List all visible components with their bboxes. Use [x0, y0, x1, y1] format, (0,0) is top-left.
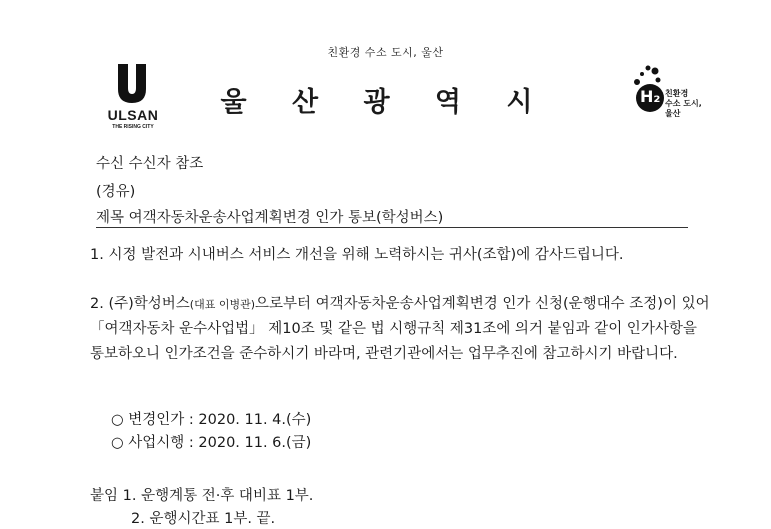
hydrogen-city-logo	[628, 64, 708, 144]
logo-text-line2: 수소 도시,	[665, 99, 702, 108]
ulsan-logo-tagline: THE RISING CITY	[112, 124, 154, 130]
logo-text-line1: 친환경	[665, 89, 689, 98]
paragraph-1: 1. 시정 발전과 시내버스 서비스 개선을 위해 노력하시는 귀사(조합)에 감사드립니다.	[90, 247, 624, 263]
attachment-2: 2. 운행시간표 1부. 끝.	[131, 511, 276, 527]
via-line: (경유)	[96, 184, 136, 200]
header-divider	[96, 227, 688, 228]
document-title: 울 산 광 역 시	[220, 87, 551, 118]
ulsan-logo-name: ULSAN	[107, 107, 159, 123]
header-slogan: 친환경 수소 도시, 울산	[327, 46, 444, 59]
subject-line: 제목 여객자동차운송사업계획변경 인가 통보(학성버스)	[96, 210, 444, 226]
attachment-1: 붙임 1. 운행계통 전·후 대비표 1부.	[90, 488, 314, 504]
logo-text-line3: 울산	[665, 109, 681, 118]
hydrogen-mark: H₂	[640, 87, 661, 106]
paragraph-2-prefix: 2. (주)학성버스	[90, 296, 190, 312]
item-change-approval: ○ 변경인가 : 2020. 11. 4.(수)	[111, 412, 312, 428]
item-business-start: ○ 사업시행 : 2020. 11. 6.(금)	[111, 435, 312, 451]
paragraph-2	[90, 292, 710, 367]
paragraph-2-representative: (대표 이병관)	[189, 298, 256, 311]
paragraph-2-body: 으로부터 여객자동차운송사업계획변경 인가 신청(운행대수 조정)이 있어 「여객자동차 운수사업법」 제10조 및 같은 법 시행규칙 제31조에 의거 붙임과 같이 인가사항을 통보하오니 인가조건을 준수하시기 바라며, 관련기관에서는 업무추진에 참고하시기 바랍니다.	[90, 296, 710, 362]
recipient-line: 수신 수신자 참조	[96, 156, 204, 172]
